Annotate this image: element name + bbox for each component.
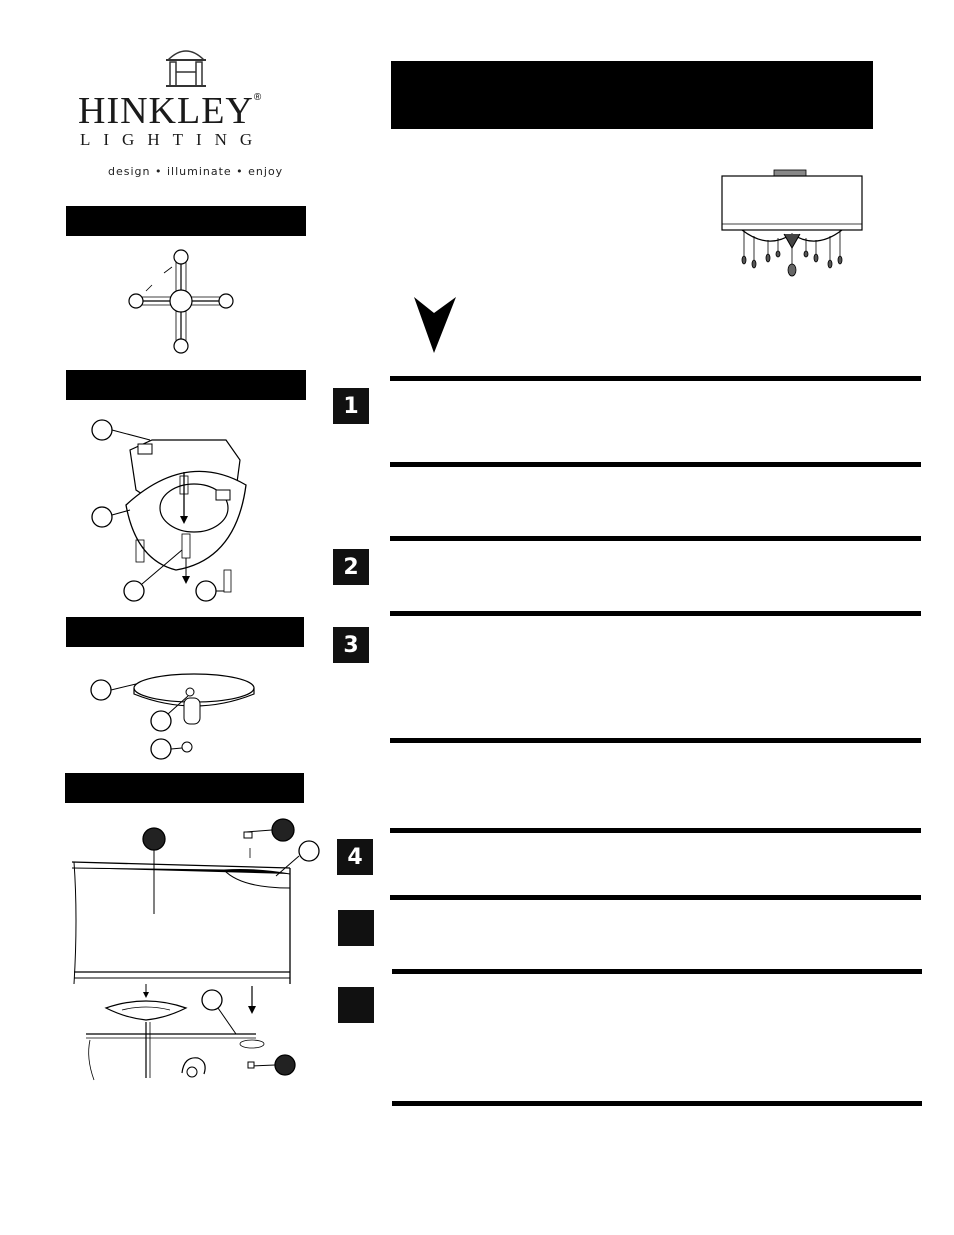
logo-tagline: design • illuminate • enjoy xyxy=(108,165,284,178)
crossbar-diagram xyxy=(120,245,240,357)
mounting-strap-diagram xyxy=(86,410,256,610)
canopy-diagram xyxy=(86,662,266,762)
section-header-bar xyxy=(66,370,306,400)
product-illustration xyxy=(718,168,866,280)
brand-logo xyxy=(70,44,310,184)
logo-emblem-icon xyxy=(164,44,208,90)
step-number-6 xyxy=(338,987,374,1023)
section-header-bar xyxy=(66,206,306,236)
step-number-2: 2 xyxy=(333,549,369,585)
arrow-down-icon xyxy=(412,295,458,355)
registered-mark: ® xyxy=(253,92,262,103)
divider-rule xyxy=(390,895,921,900)
divider-rule xyxy=(392,969,922,974)
divider-rule xyxy=(390,376,921,381)
divider-rule xyxy=(390,738,921,743)
step-number-1: 1 xyxy=(333,388,369,424)
step-number-3: 3 xyxy=(333,627,369,663)
step-number-4: 4 xyxy=(337,839,373,875)
divider-rule xyxy=(390,828,921,833)
divider-rule xyxy=(390,462,921,467)
section-header-bar xyxy=(66,617,304,647)
divider-rule xyxy=(392,1101,922,1106)
title-banner xyxy=(391,61,873,129)
shade-assembly-diagram xyxy=(66,818,326,1088)
logo-subtitle: LIGHTING xyxy=(80,130,266,149)
section-header-bar xyxy=(65,773,304,803)
logo-wordmark: HINKLEY xyxy=(78,90,254,132)
divider-rule xyxy=(390,536,921,541)
step-number-5 xyxy=(338,910,374,946)
divider-rule xyxy=(390,611,921,616)
